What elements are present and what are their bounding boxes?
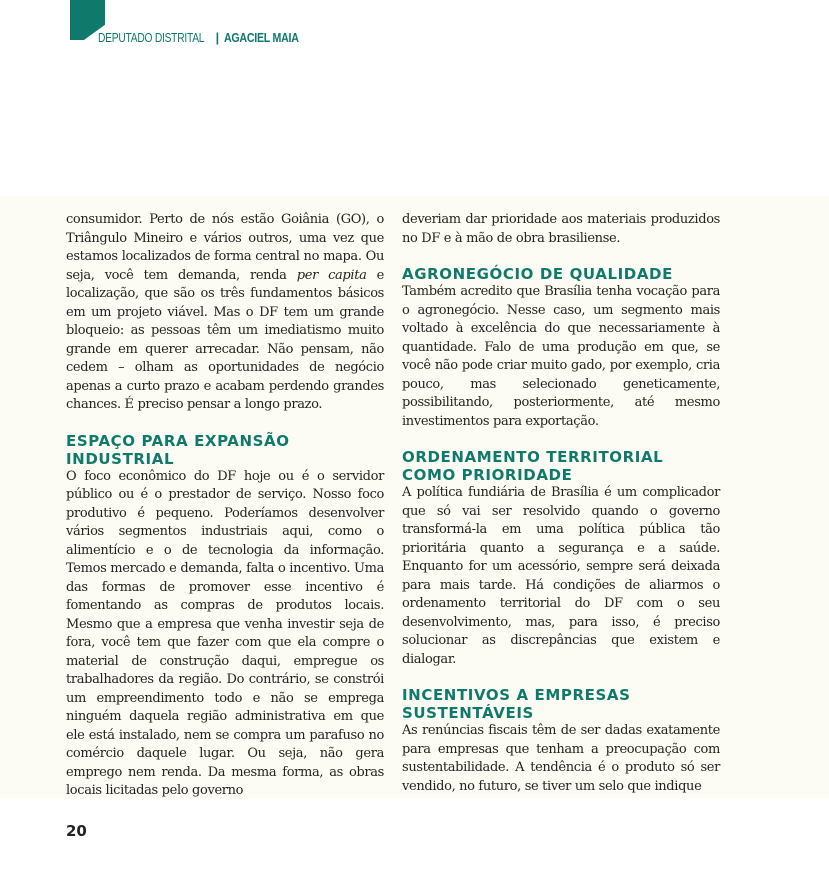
paragraph: A política fundiária de Brasília é um complicador que só vai ser resolvido quando o governo transformá-la em uma política pública tão prioritária quanto a segurança e a saúde. Enquanto for um acessório, sempre será deixada para mais tarde. Há condições de aliarmos o ordenamento territorial do DF com o seu desenvolvimento, mas, para isso, é preciso solucionar as discrepâncias que existem e dialogar. [402, 485, 720, 667]
paragraph: deveriam dar prioridade aos materiais produzidos no DF e à mão de obra brasiliense. [402, 212, 720, 246]
running-header [98, 29, 312, 47]
header-name: AGACIEL MAIA [223, 31, 299, 45]
paragraph: Também acredito que Brasília tenha vocação para o agronegócio. Nesse caso, um segmento mais voltado à excelência do que necessariamente à quantidade. Falo de uma produção em que, se você não pode criar muito gado, por exemplo, cria pouco, mas selecionado geneticamente, possibilitando, posteriormente, até mesmo investimentos para exportação. [402, 284, 720, 429]
section-heading: ORDENAMENTO TERRITORIAL COMO PRIORIDADE [402, 448, 664, 484]
paragraph: As renúncias fiscais têm de ser dadas exatamente para empresas que tenham a preocupação com sustentabilidade. A tendência é o produto só ser vendido, no futuro, se tiver um selo que indique [402, 723, 720, 794]
italic-term: per capita [296, 267, 367, 283]
page-number: 20 [66, 822, 87, 840]
section-heading: ESPAÇO PARA EXPANSÃO INDUSTRIAL [66, 431, 290, 468]
paragraph [66, 211, 384, 415]
left-column [66, 211, 384, 801]
right-column [402, 211, 720, 796]
paragraph: O foco econômico do DF hoje ou é o servidor público ou é o prestador de serviço. Nosso foco produtivo é pequeno. Poderíamos desenvolver vários segmentos industriais aqui, como o alimentício e o de tecnologia da informação. Temos mercado e demanda, falta o incentivo. Uma das formas de promover esse incentivo é fomentando as compras de produtos locais. Mesmo que a empresa que venha investir seja de fora, você tem que fazer com que ela compre o material de construção daqui, empregue os trabalhadores da região. Do contrário, se constrói um empreendimento todo e não se emprega ninguém daquela região administrativa em que ele está instalado, nem se compra um parafuso no comércio daquele lugar. Ou seja, não gera emprego nem renda. Da mesma forma, as obras locais licitadas pelo governo [66, 468, 384, 798]
header-separator: | [215, 31, 219, 45]
section-heading: AGRONEGÓCIO DE QUALIDADE [402, 265, 673, 283]
text-span: consumidor. Perto de nós estão Goiânia (GO), o Triângulo Mineiro e vários outros, uma vez que estamos localizados de forma central no mapa. Ou seja, você tem demanda, renda [66, 212, 384, 283]
text-span: e localização, que são os três fundamentos básicos em um projeto viável. Mas o DF tem um grande bloqueio: as pessoas têm um imediatismo muito grande em querer arrecadar. Não pensam, não cedem – olham as oportunidades de negócio apenas a curto prazo e acabam perdendo grandes chances. É preciso pensar a longo prazo. [66, 267, 384, 412]
header-role: DEPUTADO DISTRITAL [98, 31, 205, 45]
section-heading: INCENTIVOS A EMPRESAS SUSTENTÁVEIS [402, 686, 631, 722]
